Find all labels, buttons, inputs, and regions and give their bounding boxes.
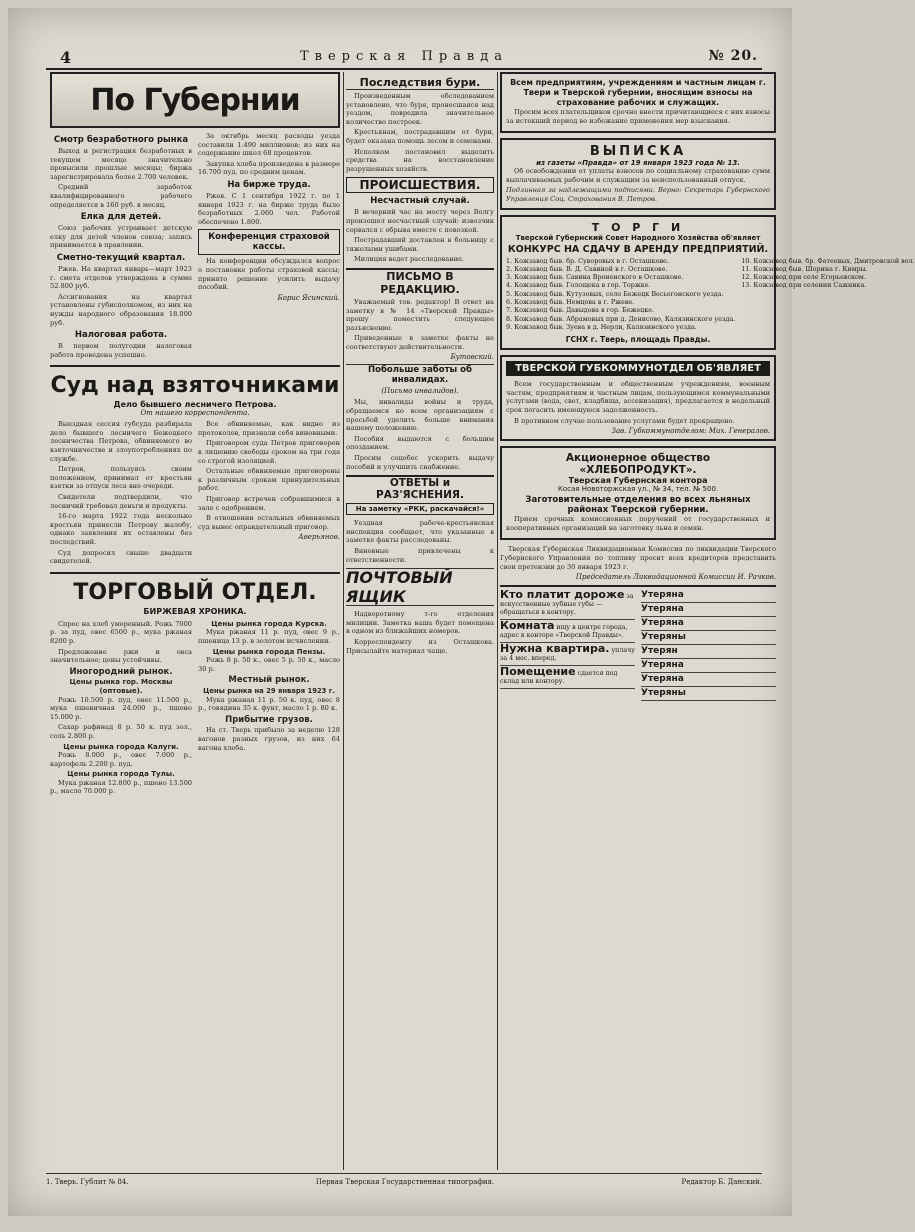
classified: Нужна квартира. уплачу за 4 мес. вперед. bbox=[500, 643, 635, 666]
section-title: ПИСЬМО В РЕДАКЦИЮ. bbox=[346, 268, 494, 296]
hleb-body: Прием срочных комиссионных поручений от государственных и кооперативных организаций на заготовку льна и семян. bbox=[506, 515, 770, 532]
section-title: ОТВЕТЫ и РАЗ'ЯСНЕНИЯ. bbox=[346, 475, 494, 501]
article-title: Конференция страховой кассы. bbox=[198, 229, 340, 255]
section-banner: По Губернии bbox=[50, 72, 340, 128]
section-title: ТОРГОВЫЙ ОТДЕЛ. bbox=[73, 579, 317, 605]
subsection-title: Цены рынка города Калуги. bbox=[63, 742, 179, 751]
gubkom-signature: Зав. Губкоммунотделом: Мих. Генералов. bbox=[611, 427, 770, 436]
auction-ad bbox=[500, 215, 915, 351]
issue-number: № 20. bbox=[708, 48, 758, 64]
article-body: Союз рабочих устраивает детскую елку для детей членов союза; запись принимается в правлении. bbox=[50, 224, 192, 250]
auction-lead: Тверской Губернский Совет Народного Хозяйства об'являет bbox=[515, 233, 761, 242]
article-body: Выездная сессия губсуда разбирала дело бывшего лесничего Бежецкого лесничества Петрова, обвиняемого во взяточничестве и злоупотреблениях по службе. Петров, пользуясь своим положением, принимал от крестьян взятки за отпуск леса вне очереди. Свидетели подтвердили, что лесничий требовал деньги и продукты. 16-го марта 1922 года несколько крестьян принесли Петрову жалобу, однако заявления их оставлены без последствий. Суд допросил свыше двадцати свидетелей. bbox=[50, 420, 192, 566]
article-body: Уездная рабоче-крестьянская инспекция сообщает, что указанные в заметке факты расследованы. Виновные привлечены к ответственности. bbox=[346, 519, 494, 564]
lost-notice-title: Утеряна bbox=[641, 674, 684, 685]
auction-item: 13. Кожзавод при селении Сажника. bbox=[741, 281, 867, 290]
signature: Бутовский. bbox=[450, 353, 494, 362]
page-number: 4 bbox=[60, 48, 72, 67]
liquidation-notice: Тверская Губернская Ликвидационная Комиссия по ликвидации Тверского Губернского Управления по топливу просит всех кредиторов представить свои претензии до 30 января 1923 г. bbox=[500, 545, 776, 571]
appeal-body: Просим всех плательщиков срочно внести причитающиеся с них взносы за истекший период во избежание применения мер взыскания. bbox=[506, 108, 770, 125]
auction-item: 11. Кожзавод быв. Шорина г. Кимры. bbox=[741, 264, 868, 273]
article-title: Несчастный случай. bbox=[370, 196, 470, 207]
section-subtitle: БИРЖЕВАЯ ХРОНИКА. bbox=[143, 606, 247, 616]
insurance-appeal bbox=[500, 72, 776, 133]
auction-item: 12. Кожзавод при селе Егорьевском. bbox=[741, 273, 866, 282]
article-subtitle: Дело бывшего лесничего Петрова. bbox=[113, 400, 277, 410]
auction-item: 1. Кожзавод быв. бр. Суворовых в г. Осташкове. bbox=[506, 256, 669, 265]
classified-title: Кто платит дороже bbox=[500, 588, 625, 602]
lost-notice-title: Утерян bbox=[641, 646, 678, 657]
prices-column: Цены рынка города Курска. Мука ржаная 11 р. пуд, овес 9 р., пшеница 13 р. в золотом исчислении. Цены рынка города Пензы. Рожь 8 р. 50 к., овес 5 р. 50 к., масло 30 р. Местный рынок. Цены рынка на 29 января 1923 г. Мука ржаная 11 р. 50 к. пуд, овес 8 р., говядина 35 к. фунт, масло 1 р. 80 к. Прибытие грузов. На ст. Тверь прибыло за неделю 128 вагонов разных грузов, из них 64 вагона хлеба. bbox=[198, 619, 340, 752]
classified: Помещение сдается под склад или контору. bbox=[500, 666, 635, 689]
lost-notice bbox=[641, 645, 776, 659]
article-subtitle: (Письмо инвалидов). bbox=[381, 387, 459, 396]
auction-item: 10. Кожзавод быв. бр. Фатеевых, Дмитровской вол. bbox=[741, 256, 915, 265]
auction-footer: ГСНХ г. Тверь, площадь Правды. bbox=[565, 335, 711, 345]
signature: Борис Ясинский. bbox=[277, 293, 340, 302]
article-title: Налоговая работа. bbox=[74, 330, 168, 341]
extract-body: Об освобождении от уплаты взносов по социальному страхованию сумм выплачиваемых рабочим и служащим за неиспользованный отпуск. bbox=[506, 167, 770, 184]
court-article bbox=[50, 365, 340, 568]
classified-title: Нужна квартира. bbox=[500, 642, 610, 656]
footer-right: Редактор Б. Данский. bbox=[681, 1178, 762, 1186]
article-body: Мы, инвалиды войны и труда, обращаемся ко всем организациям с просьбой уделить больше внимания нашему положению. Пособия выдаются с большим опозданием. Просим соцобес ускорить выдачу пособий и улучшить снабжение. bbox=[346, 398, 494, 471]
liquidation-signature: Председатель Ликвидационной Комиссии И. Рачков. bbox=[575, 573, 776, 582]
classifieds bbox=[500, 585, 776, 701]
lost-notice-title: Утеряна bbox=[641, 604, 684, 615]
article-title: Побольше заботы об инвалидах. bbox=[346, 364, 494, 385]
lost-documents bbox=[641, 589, 776, 701]
classified: Кто платит дороже за искусственные зубные губы — обращаться в контору. bbox=[500, 589, 635, 620]
section-title: ПРОИСШЕСТВИЯ. bbox=[346, 177, 494, 193]
lost-notice bbox=[641, 603, 776, 617]
extract-title: ВЫПИСКА bbox=[589, 144, 687, 160]
classified: Комната ищу в центре города, адрес в конторе «Тверской Правды». bbox=[500, 620, 635, 643]
hleb-bold: Заготовительные отделения во всех льняных районах Тверской губернии. bbox=[525, 495, 751, 516]
auction-item: 4. Кожзавод быв. Голощека в гор. Торжке. bbox=[506, 281, 651, 290]
prices-column: Спрос на хлеб умеренный. Рожь 7000 р. за пуд, овес 6500 р., мука ржаная 8200 р. Предложение ржи и овса значительное; цены устойчивы. Иногородний рынок. Цены рынка гор. Москвы (оптовые). Рожь 10.500 р. пуд, овес 11.500 р., мука пшеничная 24.000 р., пшено 15.000 р. Сахар рафинад 8 р. 50 к. пуд зол., соль 2.800 р. Цены рынка города Калуги. Рожь 8.000 р., овес 7.000 р., картофель 2.200 р. пуд. Цены рынка города Тулы. Мука ржаная 12.800 р., пшено 13.500 р., масло 70.000 р. bbox=[50, 619, 192, 796]
column-2 bbox=[346, 72, 494, 1170]
newspaper-title: Тверская Правда bbox=[300, 49, 508, 64]
newspaper-page bbox=[8, 8, 915, 1216]
gubkom-title: ТВЕРСКОЙ ГУБКОММУНОТДЕЛ ОБ'ЯВЛЯЕТ bbox=[506, 361, 770, 376]
hleb-subtitle: Тверская Губернская контора bbox=[568, 476, 708, 486]
article-title: Елка для детей. bbox=[80, 212, 162, 223]
extract-signature: Подлинная за надлежащими подписями. Верно: Секретарь Губернского Управления Соц. Страхования В. Петров. bbox=[506, 186, 770, 203]
article-body: Ржев. На квартал январь—март 1923 г. смета отделов утверждена в сумме 52.800 руб. Ассигнования на квартал установлены губисполкомом, из них на нужды народного образования 18.000 руб. bbox=[50, 264, 192, 327]
auction-title: КОНКУРС НА СДАЧУ В АРЕНДУ ПРЕДПРИЯТИЙ. bbox=[507, 243, 769, 255]
footer-left: 1. Тверь. Гублит № 84. bbox=[46, 1178, 129, 1186]
hleb-address: Косая Новоторжская ул., № 34, тел. № 500. bbox=[557, 485, 719, 494]
subsection-title: Иногородний рынок. bbox=[69, 666, 173, 677]
article-body: В вечерний час на мосту через Волгу произошел несчастный случай: извозчик сорвался с обрыва вместе с повозкой. Пострадавший доставлен в больницу с тяжелыми ушибами. Милиция ведет расследование. bbox=[346, 208, 494, 264]
appeal-title: Всем предприятиям, учреждениям и частным лицам г. Твери и Тверской губернии, вносящим взносы на страхование рабочих и служащих. bbox=[510, 78, 766, 107]
subsection-title: Цены рынка города Пензы. bbox=[212, 647, 326, 656]
footer-center: Первая Тверская Государственная типография. bbox=[315, 1178, 495, 1186]
subsection-title: Местный рынок. bbox=[228, 675, 310, 686]
column-3 bbox=[500, 72, 915, 1170]
hleboprodukt-ad bbox=[500, 446, 776, 540]
article-body: Выход и регистрация безработных в текущем месяце значительно превысили прошлые месяцы; биржа зарегистрировала более 2.700 человек. Средний заработок квалифицированного рабочего определяется в 160 руб. в месяц. bbox=[50, 147, 192, 209]
column-rule bbox=[343, 72, 344, 1170]
article-title: Суд над взяточниками bbox=[50, 373, 340, 399]
lost-notice-title: Утеряна bbox=[641, 590, 684, 601]
auction-item: 7. Кожзавод быв. Давыдова в гор. Бежецке. bbox=[506, 306, 655, 315]
article-subtitle: На заметку «РКК, раскачайся!» bbox=[346, 503, 494, 515]
gubkom-notice bbox=[500, 355, 776, 441]
article-title: Сметно-текущий квартал. bbox=[56, 252, 186, 263]
auction-item: 8. Кожзавод быв. Абрамовых при д. Денисово, Калязинского уезда. bbox=[506, 314, 736, 323]
auction-small-title: Т О Р Г И bbox=[591, 220, 685, 234]
subsection-title: Цены рынка города Тулы. bbox=[67, 770, 175, 779]
article-title: Последствия бури. bbox=[346, 76, 494, 90]
auction-item: 5. Кожзавод быв. Кутузовых, село Бежецк Весьегонского уезда. bbox=[506, 289, 724, 298]
column-rule bbox=[497, 72, 498, 1170]
lost-notice bbox=[641, 631, 776, 645]
page-header bbox=[46, 46, 762, 70]
lost-notice-title: Утеряна bbox=[641, 618, 684, 629]
lost-notice bbox=[641, 617, 776, 631]
hleb-title: Акционерное общество «ХЛЕБОПРОДУКТ». bbox=[565, 452, 711, 477]
auction-item: 6. Кожзавод быв. Немцова в г. Ржеве. bbox=[506, 298, 635, 307]
article-body: Все обвиняемые, как видно из протоколов, признали себя виновными. Приговором суда Петров приговорен к лишению свободы сроком на три года со строгой изоляцией. Остальные обвиняемые приговорены к различным срокам принудительных работ. Приговор встречен собравшимися в зале с одобрением. В отношении остальных обвиняемых суд вынес оправдательный приговор. Аверьянов. bbox=[198, 420, 340, 542]
subsection-title: Цены рынка города Курска. bbox=[211, 619, 327, 628]
subsection-title: Цены рынка гор. Москвы (оптовые). bbox=[69, 678, 173, 695]
gubkom-body: Всем государственным и общественным учреждениям, военным частям, предприятиям и частным лицам, пользующимся коммунальными услугами (вода, свет, кладбища, ассенизация), предлагается в недельный срок погасить имеющуюся задолженность. В противном случае пользование услугами будет прекращено. bbox=[506, 380, 770, 425]
trade-section bbox=[50, 572, 340, 798]
article-title: Смотр безработного рынка bbox=[53, 135, 189, 145]
lost-notice-title: Утеряны bbox=[641, 688, 686, 699]
auction-item: 9. Кожзавод быв. Зуева в д. Нерли, Калязинского уезда. bbox=[506, 322, 697, 331]
lost-notice bbox=[641, 673, 776, 687]
postbox-heading: ПОЧТОВЫЙ ЯЩИК bbox=[346, 568, 494, 606]
lost-notice bbox=[641, 687, 776, 701]
auction-item: 3. Кожзавод быв. Савина Вроненского в Осташкове. bbox=[506, 273, 684, 282]
lost-notice bbox=[641, 659, 776, 673]
article-byline: От нашего корреспондента. bbox=[140, 409, 250, 418]
article-body: На конференции обсуждался вопрос о постановке работы страховой кассы; принято решение усилить выдачу пособий. bbox=[198, 257, 340, 292]
article-body: За октябрь месяц расходы уезда составили 1.490 миллионов; из них на содержание школ 68 процентов. Закупка хлеба произведена в размере 16.700 пуд. по средним ценам. bbox=[198, 132, 340, 177]
column-1 bbox=[50, 72, 340, 1170]
news-block bbox=[50, 132, 340, 361]
lost-notice-title: Утеряны bbox=[641, 632, 686, 643]
article-body: Уважаемый тов. редактор! В ответ на заметку в № 14 «Тверской Правды» прошу поместить следующее разъяснение. Приведенные в заметке факты не соответствуют действительности. bbox=[346, 297, 494, 351]
auction-list bbox=[506, 256, 915, 332]
classified-title: Комната bbox=[500, 619, 555, 633]
article-body: Надворотному т-го отделения милиции. Заметка ваша будет помещена в одном из ближайших номеров. Корреспонденту из Осташкова. Присылайте материал чаще. bbox=[346, 610, 494, 655]
subsection-title: Прибытие грузов. bbox=[225, 714, 313, 725]
article-body: Произведенным обследованием установлено, что буря, пронесшаяся над уездом, повредила значительное количество построек. Крестьянам, пострадавшим от бури, будет оказана помощь лесом и семенами. Исполком постановил выделить средства на восстановление разрушенных хозяйств. bbox=[346, 92, 494, 173]
subsection-date: Цены рынка на 29 января 1923 г. bbox=[203, 686, 335, 695]
lost-notice-title: Утеряна bbox=[641, 660, 684, 671]
article-body: В первом полугодии налоговая работа проведена успешно. bbox=[50, 342, 192, 359]
lost-notice bbox=[641, 589, 776, 603]
page-footer bbox=[46, 1173, 762, 1190]
article-body: Ржев. С 1 сентября 1922 г. по 1 января 1923 г. на бирже труда было безработных 2.060 чел. Работой обеспечено 1.800. bbox=[198, 191, 340, 226]
extract-subtitle: из газеты «Правда» от 19 января 1923 года № 13. bbox=[536, 159, 740, 168]
article-title: На бирже труда. bbox=[227, 179, 311, 190]
classified-title: Помещение bbox=[500, 665, 576, 679]
auction-item: 2. Кожзавод быв. В. Д. Савиной в г. Осташкове. bbox=[506, 264, 668, 273]
extract-notice bbox=[500, 138, 776, 209]
signature: Аверьянов. bbox=[298, 533, 340, 542]
